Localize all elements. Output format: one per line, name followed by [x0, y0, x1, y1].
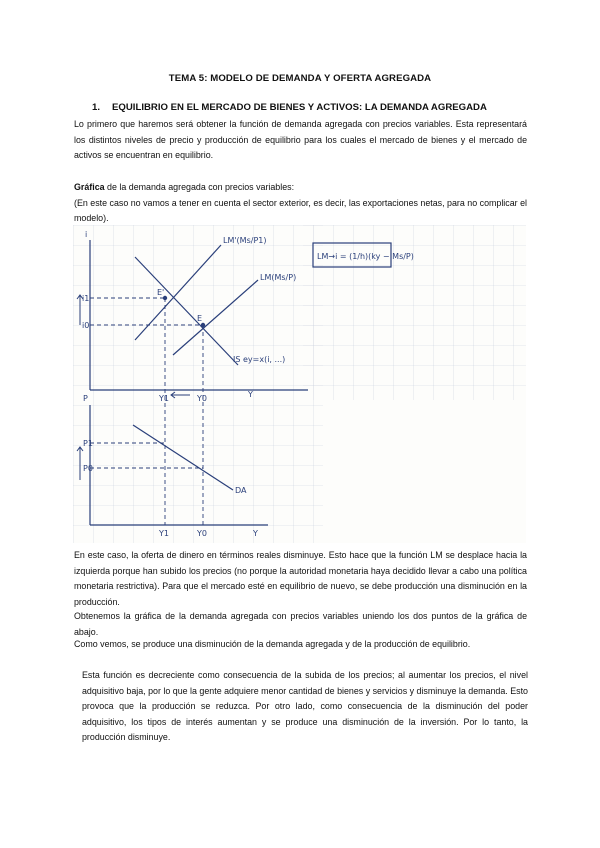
formula-label: LM→i = (1/h)(ky − Ms/P) — [317, 252, 414, 261]
graph-caption-note: (En este caso no vamos a tener en cuenta el sector exterior, es decir, las exportaciones netas, para no complicar el modelo). — [74, 197, 527, 224]
section-heading — [92, 102, 487, 113]
y0-bottom-label: Y0 — [197, 529, 207, 538]
intro-paragraph: Lo primero que haremos será obtener la función de demanda agregada con precios variables. Esta representará los distintos niveles de precio y producción de equilibrio para los cuales el mercado de bienes y el mercado de activos se encuentran en equilibrio. — [74, 119, 527, 161]
explanation-paragraph: En este caso, la oferta de dinero en términos reales disminuye. Esto hace que la función LM se desplace hacia la izquierda porque han subido los precios (no porque la autoridad monetaria haya decidido llevar a cabo una política monetaria restrictiva). Para que el mercado esté en equilibrio de nuevo, se debe producción una disminución en la producción. — [74, 550, 527, 607]
y0-label: Y0 — [197, 394, 207, 403]
y1-bottom-label: Y1 — [159, 529, 169, 538]
demand-graph-figure — [73, 225, 526, 543]
lm0-label: LM(Ms/P) — [260, 273, 297, 282]
section-heading-text: EQUILIBRIO EN EL MERCADO DE BIENES Y ACTIVOS: LA DEMANDA AGREGADA — [112, 102, 487, 113]
obtain-paragraph: Obtenemos la gráfica de la demanda agregada con precios variables uniendo los dos puntos de la gráfica de abajo. — [74, 611, 527, 637]
graph-caption-bold: Gráfica — [74, 182, 105, 192]
point-e — [201, 323, 205, 327]
point-e-label: E — [197, 314, 203, 323]
i-axis-label: i — [85, 230, 88, 239]
point-e1-label: E' — [157, 288, 165, 297]
section-number: 1. — [92, 102, 101, 113]
da-label: DA — [235, 486, 247, 495]
conclusion-paragraph: Como vemos, se produce una disminución de la demanda agregada y de la producción de equilibrio. — [74, 639, 471, 649]
p1-label: P1 — [83, 439, 93, 448]
i1-label: i1 — [82, 294, 90, 303]
is-curve-label: IS ey=x(i, ...) — [233, 355, 286, 364]
p-axis-label: P — [83, 394, 88, 403]
lm1-label: LM'(Ms/P1) — [223, 236, 267, 245]
graph-caption-rest: de la demanda agregada con precios variables: — [104, 182, 295, 192]
y-axis-top-label: Y — [248, 390, 253, 399]
y-axis-bottom-label: Y — [253, 529, 258, 538]
i0-label: i0 — [82, 321, 90, 330]
graph-caption — [74, 180, 527, 227]
page-title: TEMA 5: MODELO DE DEMANDA Y OFERTA AGREGADA — [168, 73, 432, 84]
decreasing-paragraph: Esta función es decreciente como consecuencia de la subida de los precios; al aumentar los precios, el nivel adquisitivo baja, por lo que la gente adquiere menor cantidad de bienes y servicios y disminuye la demanda. Esto provoca que la producción se reduzca. Por otro lado, como consecuencia de la disminución del poder adquisitivo, los tipos de interés aumentan y se produce una disminución de la inversión. Por lo tanto, la producción disminuye. — [82, 670, 528, 743]
y1-label: Y1 — [159, 394, 169, 403]
p0-label: P0 — [83, 464, 93, 473]
